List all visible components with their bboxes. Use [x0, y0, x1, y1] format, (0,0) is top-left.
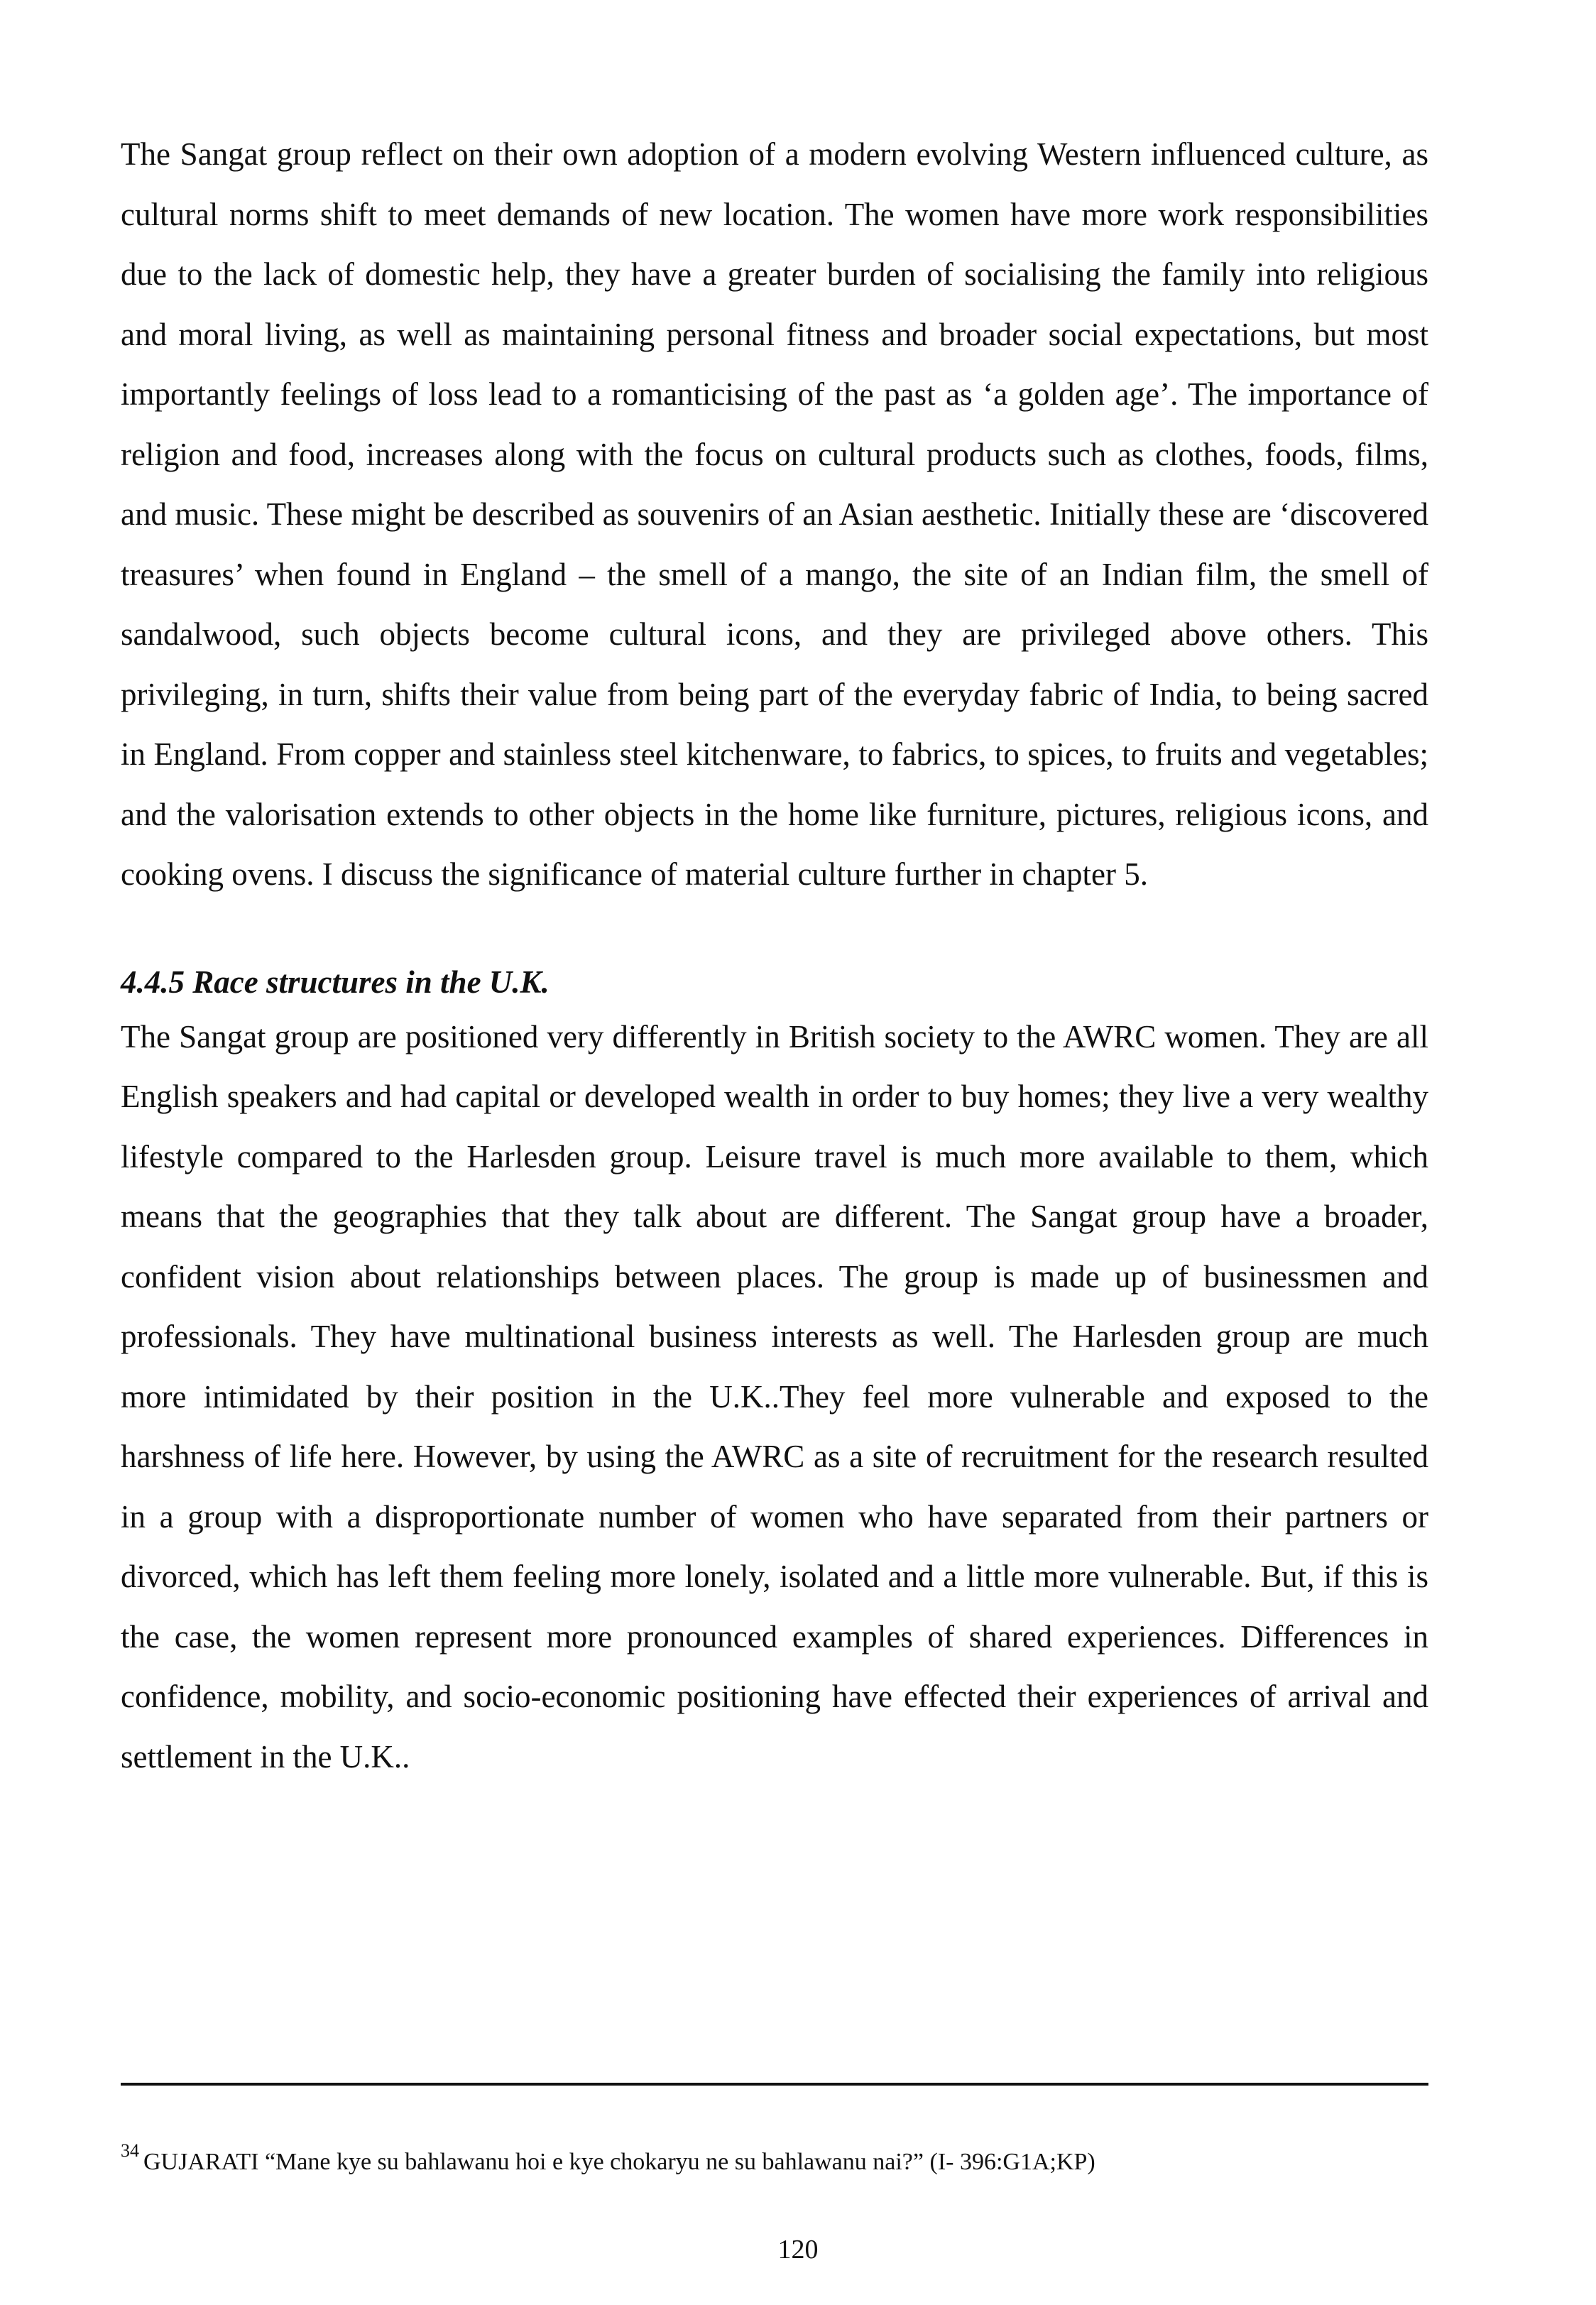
- footnote: [121, 2134, 1428, 2179]
- footnote-number: 34: [121, 2140, 139, 2161]
- footnote-text: GUJARATI “Mane kye su bahlawanu hoi e kye chokaryu ne su bahlawanu nai?” (I- 396:G1A;KP): [143, 2149, 1095, 2175]
- page-number: 120: [777, 2235, 819, 2265]
- page-body: [121, 124, 1428, 1787]
- body-paragraph: The Sangat group are positioned very differently in British society to the AWRC women. They are all English speakers and had capital or developed wealth in order to buy homes; they live a very wealthy lifestyle compared to the Harlesden group. Leisure travel is much more available to them, which means that the geographies that they talk about are different. The Sangat group have a broader, confident vision about relationships between places. The group is made up of businessmen and professionals. They have multinational business interests as well. The Harlesden group are much more intimidated by their position in the U.K..They feel more vulnerable and exposed to the harshness of life here. However, by using the AWRC as a site of recruitment for the research resulted in a group with a disproportionate number of women who have separated from their partners or divorced, which has left them feeling more lonely, isolated and a little more vulnerable. But, if this is the case, the women represent more pronounced examples of shared experiences. Differences in confidence, mobility, and socio-economic positioning have effected their experiences of arrival and settlement in the U.K..: [121, 1018, 1428, 1775]
- body-paragraph: The Sangat group reflect on their own adoption of a modern evolving Western influenced culture, as cultural norms shift to meet demands of new location. The women have more work responsibilities due to the lack of domestic help, they have a greater burden of socialising the family into religious and moral living, as well as maintaining personal fitness and broader social expectations, but most importantly feelings of loss lead to a romanticising of the past as ‘a golden age’. The importance of religion and food, increases along with the focus on cultural products such as clothes, foods, films, and music. These might be described as souvenirs of an Asian aesthetic. Initially these are ‘discovered treasures’ when found in England – the smell of a mango, the site of an Indian film, the smell of sandalwood, such objects become cultural icons, and they are privileged above others. This privileging, in turn, shifts their value from being part of the everyday fabric of India, to being sacred in England. From copper and stainless steel kitchenware, to fabrics, to spices, to fruits and vegetables; and the valorisation extends to other objects in the home like furniture, pictures, religious icons, and cooking ovens. I discuss the significance of material culture further in chapter 5.: [121, 136, 1428, 892]
- section-heading: 4.4.5 Race structures in the U.K.: [121, 964, 550, 1000]
- footnote-divider: [121, 2083, 1428, 2086]
